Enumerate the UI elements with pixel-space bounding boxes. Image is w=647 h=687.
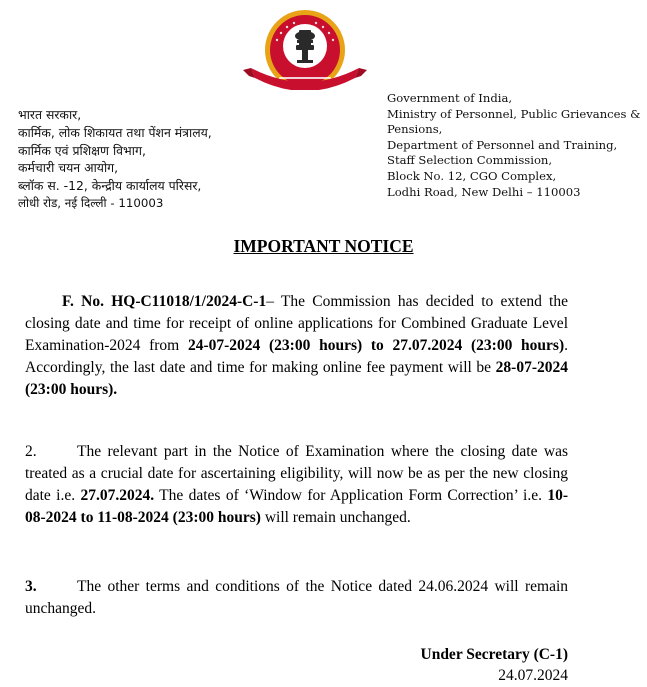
para2-correction-dates: 10-08-2024 to 11-08-2024 (23:00 hours): [25, 487, 568, 526]
hindi-line: भारत सरकार,: [18, 107, 82, 122]
signature-date: 24.07.2024: [498, 667, 568, 684]
para2-text-2: The dates of ‘Window for Application Form Correction’ i.e.: [154, 487, 548, 504]
para1-text-2: . Accordingly, the last date and time for making online fee payment will be: [25, 337, 568, 376]
notice-title: [0, 236, 647, 257]
english-line: Department of Personnel and Training,: [387, 137, 618, 152]
para1-dates: 24-07-2024 (23:00 hours) to 27.07.2024 (23:00 hours): [187, 337, 565, 354]
hindi-line: ब्लॉक स. -12, केन्द्रीय कार्यालय परिसर,: [18, 178, 202, 194]
english-line: Government of India,: [387, 91, 513, 105]
english-address: [387, 91, 642, 200]
hindi-line: कार्मिक एवं प्रशिक्षण विभाग,: [18, 142, 146, 158]
para1-text-1: – The Commission has decided to extend the closing date and time for receipt of online applications for Combined Graduate Level Examination-2024 from: [25, 293, 568, 354]
ssc-emblem-icon: [233, 4, 377, 90]
english-line: Ministry of Personnel, Public Grievances &: [387, 106, 641, 121]
para2-closing-date: 27.07.2024.: [80, 487, 155, 504]
paragraph-3: [25, 576, 568, 620]
paragraph-2: [25, 441, 568, 529]
designation: Under Secretary (C-1): [420, 646, 568, 663]
hindi-line: कार्मिक, लोक शिकायत तथा पेंशन मंत्रालय,: [18, 124, 212, 140]
notice-title-text: IMPORTANT NOTICE: [233, 236, 414, 256]
para1-fee-date: 28-07-2024 (23:00 hours).: [25, 359, 568, 398]
signature-block: [421, 644, 569, 686]
para2-text-3: will remain unchanged.: [260, 509, 411, 526]
hindi-line: कर्मचारी चयन आयोग,: [18, 160, 119, 176]
english-line: Lodhi Road, New Delhi – 110003: [387, 184, 581, 199]
para3-text: The other terms and conditions of the Notice dated 24.06.2024 will remain unchanged.: [25, 578, 568, 617]
file-number: F. No. HQ-C11018/1/2024-C-1: [62, 293, 267, 310]
ssc-logo: [233, 4, 377, 90]
english-line: Pensions,: [387, 122, 443, 137]
paragraph-1: [25, 291, 568, 401]
english-line: Block No. 12, CGO Complex,: [387, 168, 557, 183]
para2-text-1: The relevant part in the Notice of Examination where the closing date was treated as a crucial date for ascertaining eligibility, will now be as per the new closing date i.e.: [25, 443, 568, 504]
para3-number: 3.: [25, 578, 37, 595]
english-line: Staff Selection Commission,: [387, 153, 553, 168]
para2-number: 2.: [25, 443, 37, 460]
hindi-line: लोधी रोड, नई दिल्ली - 110003: [18, 195, 164, 210]
hindi-address: [18, 106, 238, 213]
